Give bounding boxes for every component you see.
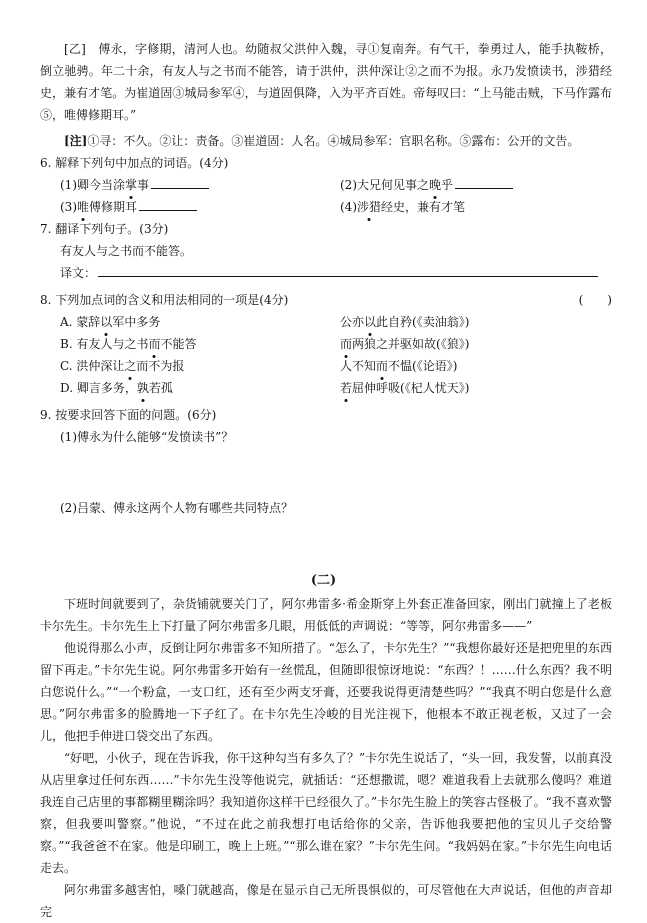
question-6 bbox=[40, 152, 612, 218]
question-8-stem: 8. 下列加点词的含义和用法相同的一项是(4分) bbox=[40, 293, 289, 307]
answer-parenthesis[interactable]: ( ) bbox=[578, 293, 612, 307]
question-6-row bbox=[40, 196, 612, 218]
answer-blank[interactable] bbox=[455, 176, 513, 189]
paragraph: “好吧，小伙子，现在告诉我，你干这种勾当有多久了？”卡尔先生说话了，“头一回，我发誓，以前真没从店里拿过任何东西……”卡尔先生没等他说完，就插话：“还想撒谎，嗯？难道我看上去就那么傻吗？难道我连自己店里的事都糊里糊涂吗？我知道你这样干已经很久了。”卡尔先生脸上的笑容古怪极了。“我不喜欢警察，但我要叫警察。”他说，“不过在此之前我想打电话给你的父亲，告诉他我要把他的宝贝儿子交给警察。”“我爸爸不在家。他是印刷工，晚上上班。”“那么谁在家？”卡尔先生问。“我妈妈在家。”卡尔先生向电话走去。 bbox=[40, 751, 612, 875]
question-9-sub-1: (1)傅永为什么能够“发愤读书”？ bbox=[60, 430, 234, 444]
paragraph: 下班时间就要到了，杂货铺就要关门了，阿尔弗雷多·希金斯穿上外套正准备回家，刚出门就撞上了老板卡尔先生。卡尔先生上下打量了阿尔弗雷多几眼，用低低的声调说：“等等，阿尔弗雷多——” bbox=[40, 597, 612, 633]
option-d[interactable]: D. 卿言多务，孰若孤 若屈伸呼吸(《杞人忧天》) bbox=[40, 377, 612, 399]
option-c[interactable]: C. 洪仲深让之而不为报 人不知而不愠(《论语》) bbox=[40, 355, 612, 377]
question-7-sentence: 有友人与之书而不能答。 bbox=[60, 244, 193, 258]
notes-text: ①寻：不久。②让：责备。③崔道固：人名。④城局参军：官职名称。⑤露布：公开的文告。 bbox=[87, 134, 580, 148]
translation-label: 译文： bbox=[60, 266, 97, 280]
answer-blank[interactable] bbox=[151, 176, 209, 189]
question-6-item-4: (4)涉猎经史，兼有才笔 bbox=[340, 196, 465, 218]
question-6-stem: 6. 解释下列句中加点的词语。(4分) bbox=[40, 156, 229, 170]
answer-blank[interactable] bbox=[139, 198, 197, 211]
question-6-item-2: (2)大兄何见事之晚乎 bbox=[340, 174, 513, 196]
question-7 bbox=[40, 218, 612, 284]
option-b[interactable]: B. 有友人与之书而不能答 而两狼之并驱如故(《狼》) bbox=[40, 333, 612, 355]
option-a[interactable]: A. 蒙辞以军中多务 公亦以此自矜(《卖油翁》) bbox=[40, 311, 612, 333]
question-8 bbox=[40, 289, 612, 399]
section-2-passage bbox=[40, 593, 612, 923]
section-heading: (二) bbox=[310, 573, 337, 588]
paragraph: 他说得那么小声，反倒让阿尔弗雷多不知所措了。“怎么了，卡尔先生？”“我想你最好还是把兜里的东西留下再走。”卡尔先生说。阿尔弗雷多开始有一丝慌乱，但随即很惊讶地说：“东西？！……什么东西？我不明白您说什么。”“一个粉盒，一支口红，还有至少两支牙膏，还要我说得更清楚些吗？”“我真不明白您是什么意思。”阿尔弗雷多的脸腾地一下子红了。在卡尔先生冷峻的目光注视下，他根本不敢正视老板，又过了一会儿，他把手伸进口袋交出了东西。 bbox=[40, 641, 612, 743]
paragraph: 阿尔弗雷多越害怕，嗓门就越高，像是在显示自己无所畏惧似的，可尽管他在大声说话，但他的声音却完 bbox=[40, 883, 612, 919]
question-7-answer bbox=[40, 262, 612, 284]
question-6-item-1: (1)卿今当涂掌事 bbox=[60, 178, 209, 192]
passage-text: 傅永，字修期，清河人也。幼随叔父洪仲入魏，寻①复南奔。有气干，拳勇过人，能手执鞍桥，倒立驰骋。年二十余，有友人与之书而不能答，请于洪仲，洪仲深让②之而不为报。永乃发愤读书，涉猎经史，兼有才笔。为崔道固③城局参军④，与道固俱降，入为平齐百姓。帝每叹曰：“上马能击贼，下马作露布⑤，唯傅修期耳。” bbox=[40, 42, 612, 122]
question-9-sub-2: (2)吕蒙、傅永这两个人物有哪些共同特点？ bbox=[60, 501, 293, 515]
notes-label: [注] bbox=[64, 134, 88, 148]
question-9-stem: 9. 按要求回答下面的问题。(6分) bbox=[40, 408, 217, 422]
question-9 bbox=[40, 404, 612, 448]
question-6-row bbox=[40, 174, 612, 196]
question-6-item-3: (3)唯傅修期耳 bbox=[60, 200, 197, 214]
notes bbox=[40, 130, 612, 152]
question-7-stem: 7. 翻译下列句子。(3分) bbox=[40, 222, 169, 236]
question-9-part-2 bbox=[40, 497, 612, 519]
translation-blank[interactable] bbox=[98, 264, 598, 277]
passage-yi bbox=[40, 38, 612, 126]
passage-label: [乙] bbox=[64, 42, 86, 56]
